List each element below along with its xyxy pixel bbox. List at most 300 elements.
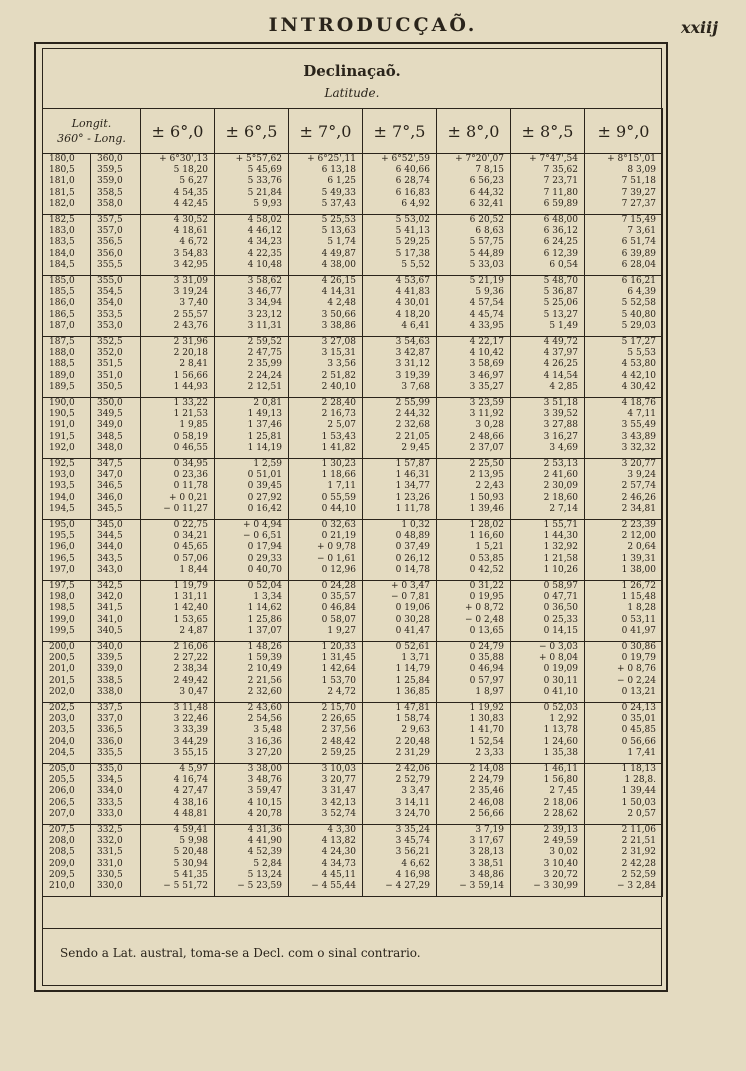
- table-value: 184,0: [49, 248, 75, 259]
- table-value: 2 20,48: [395, 736, 431, 747]
- table-value: 2 42,06: [395, 764, 431, 774]
- declination-cell: [215, 215, 289, 276]
- table-value: 6 12,39: [543, 248, 579, 259]
- table-value: 2 39,13: [543, 825, 579, 835]
- table-value: 0 27,92: [247, 492, 283, 503]
- table-value: 4 2,85: [549, 381, 579, 392]
- table-value: 188,0: [49, 348, 75, 359]
- table-value: 3 28,13: [469, 847, 505, 858]
- table-value: 3 0,47: [179, 686, 209, 697]
- table-value: 4 2,48: [327, 298, 357, 309]
- table-value: 350,5: [97, 381, 123, 392]
- table-value: 1 31,45: [321, 653, 357, 664]
- table-value: 2 35,99: [247, 359, 283, 370]
- table-value: 3 42,95: [173, 259, 209, 270]
- table-value: 202,0: [49, 686, 75, 697]
- col-header: ± 7°,0: [289, 109, 363, 154]
- table-value: 3 19,39: [395, 370, 431, 381]
- table-value: 1 50,03: [621, 797, 657, 808]
- table-value: 2 41,60: [543, 470, 579, 481]
- table-value: 4 30,01: [395, 298, 431, 309]
- table-value: 4 41,83: [395, 287, 431, 298]
- table-value: 0 58,07: [321, 614, 357, 625]
- table-value: 194,5: [49, 503, 75, 514]
- table-value: 332,0: [97, 836, 123, 847]
- table-value: 0 25,33: [543, 614, 579, 625]
- table-value: 4 42,10: [621, 370, 657, 381]
- table-value: 1 48,26: [247, 642, 283, 652]
- table-value: 0 24,28: [321, 581, 357, 591]
- table-value: 201,0: [49, 664, 75, 675]
- table-value: 359,0: [97, 176, 123, 187]
- long-360-cell: [91, 764, 141, 825]
- table-value: 3 20,77: [321, 775, 357, 786]
- declination-cell: [289, 276, 363, 337]
- table-value: 1 14,62: [247, 603, 283, 614]
- table-value: 1 25,81: [247, 431, 283, 442]
- table-value: 1 5,21: [475, 542, 505, 553]
- table-value: 1 59,39: [247, 653, 283, 664]
- table-value: 4 45,74: [469, 309, 505, 320]
- table-value: 3 19,24: [173, 287, 209, 298]
- table-value: 336,5: [97, 725, 123, 736]
- table-value: 1 7,11: [327, 481, 357, 492]
- table-value: 353,0: [97, 320, 123, 331]
- table-value: 5 48,70: [543, 276, 579, 286]
- table-value: 3 11,48: [173, 703, 209, 713]
- table-value: 3 10,03: [321, 764, 357, 774]
- table-value: 180,5: [49, 165, 75, 176]
- table-value: + 6°30',13: [159, 154, 209, 164]
- table-value: 5 52,58: [621, 298, 657, 309]
- table-value: 3 55,49: [621, 420, 657, 431]
- table-value: 6 24,25: [543, 237, 579, 248]
- table-value: 1 13,78: [543, 725, 579, 736]
- table-value: 351,5: [97, 359, 123, 370]
- table-value: 204,0: [49, 736, 75, 747]
- table-value: 0 12,96: [321, 564, 357, 575]
- table-value: 203,0: [49, 714, 75, 725]
- table-row: [43, 581, 663, 642]
- table-value: 1 14,19: [247, 442, 283, 453]
- running-title: INTRODUCÇAÕ.: [268, 14, 478, 36]
- table-value: 2 38,34: [173, 664, 209, 675]
- table-value: 1 35,38: [543, 747, 579, 758]
- table-value: 6 13,18: [321, 165, 357, 176]
- table-value: 0 52,61: [395, 642, 431, 652]
- long-360-cell: [91, 642, 141, 703]
- table-value: 2 51,82: [321, 370, 357, 381]
- table-value: 4 34,73: [321, 858, 357, 869]
- table-value: 335,0: [97, 764, 123, 774]
- table-value: 352,0: [97, 348, 123, 359]
- declination-cell: [215, 520, 289, 581]
- table-value: + 0 8,76: [616, 664, 657, 675]
- table-row: [43, 825, 663, 897]
- long-360-cell: [91, 703, 141, 764]
- long-360-cell: [91, 276, 141, 337]
- table-value: 330,0: [97, 880, 123, 891]
- table-value: 3 42,87: [395, 348, 431, 359]
- declination-cell: [437, 764, 511, 825]
- table-value: 196,0: [49, 542, 75, 553]
- table-value: 7 35,62: [543, 165, 579, 176]
- table-value: 4 7,11: [627, 409, 657, 420]
- table-value: 3 55,15: [173, 747, 209, 758]
- table-value: 4 22,17: [469, 337, 505, 347]
- table-value: 5 18,20: [173, 165, 209, 176]
- table-value: 182,5: [49, 215, 75, 225]
- table-value: 5 33,03: [469, 259, 505, 270]
- table-value: 1 0,32: [401, 520, 431, 530]
- table-value: 187,0: [49, 320, 75, 331]
- table-value: 3 44,29: [173, 736, 209, 747]
- table-value: 2 52,59: [621, 869, 657, 880]
- declination-cell: [585, 703, 663, 764]
- table-value: − 5 51,72: [163, 880, 209, 891]
- table-value: − 0 1,61: [316, 553, 357, 564]
- declination-cell: [511, 215, 585, 276]
- table-value: 0 14,78: [395, 564, 431, 575]
- table-value: − 0 7,81: [390, 592, 431, 603]
- table-value: 3 27,08: [321, 337, 357, 347]
- table-value: 2 28,62: [543, 808, 579, 819]
- table-value: 193,5: [49, 481, 75, 492]
- table-value: 1 8,44: [179, 564, 209, 575]
- table-value: 1 7,41: [627, 747, 657, 758]
- declination-cell: [363, 398, 437, 459]
- table-value: 0 51,01: [247, 470, 283, 481]
- declination-cell: [289, 520, 363, 581]
- table-value: 0 48,89: [395, 531, 431, 542]
- table-value: 3 48,86: [469, 869, 505, 880]
- table-value: 355,0: [97, 276, 123, 286]
- table-value: 6 16,21: [621, 276, 657, 286]
- table-value: 1 10,26: [543, 564, 579, 575]
- table-value: 359,5: [97, 165, 123, 176]
- table-value: 0 41,97: [621, 625, 657, 636]
- table-value: 6 20,52: [469, 215, 505, 225]
- declination-cell: [511, 398, 585, 459]
- table-value: − 3 2,84: [616, 880, 657, 891]
- table-value: 3 31,12: [395, 359, 431, 370]
- table-value: 6 8,63: [475, 226, 505, 237]
- long-360-cell: [91, 581, 141, 642]
- table-value: 6 28,74: [395, 176, 431, 187]
- table-value: 0 40,70: [247, 564, 283, 575]
- table-value: 3 16,36: [247, 736, 283, 747]
- table-value: 4 58,02: [247, 215, 283, 225]
- table-value: 338,0: [97, 686, 123, 697]
- table-value: 1 30,23: [321, 459, 357, 469]
- table-value: 2 4,72: [327, 686, 357, 697]
- table-value: 344,0: [97, 542, 123, 553]
- table-value: 2 11,06: [621, 825, 657, 835]
- table-value: 1 46,11: [543, 764, 579, 774]
- table-value: 3 43,89: [621, 431, 657, 442]
- table-value: 2 13,95: [469, 470, 505, 481]
- table-value: 3 38,51: [469, 858, 505, 869]
- table-value: 7 51,18: [621, 176, 657, 187]
- table-value: 332,5: [97, 825, 123, 835]
- table-value: 3 3,56: [327, 359, 357, 370]
- table-value: 197,5: [49, 581, 75, 591]
- table-value: 209,0: [49, 858, 75, 869]
- table-value: 4 59,41: [173, 825, 209, 835]
- table-value: 5 6,27: [179, 176, 209, 187]
- table-value: 1 56,66: [173, 370, 209, 381]
- table-value: 1 53,70: [321, 675, 357, 686]
- table-value: 1 57,87: [395, 459, 431, 469]
- table-row: [43, 703, 663, 764]
- table-value: 4 45,11: [321, 869, 357, 880]
- table-value: + 0 4,94: [242, 520, 283, 530]
- table-value: 2 32,68: [395, 420, 431, 431]
- table-value: 0 31,22: [469, 581, 505, 591]
- table-value: 197,0: [49, 564, 75, 575]
- table-value: 0 45,65: [173, 542, 209, 553]
- table-value: 3 33,39: [173, 725, 209, 736]
- table-value: 356,5: [97, 237, 123, 248]
- table-value: 3 24,70: [395, 808, 431, 819]
- table-value: − 0 2,24: [616, 675, 657, 686]
- table-value: 1 36,85: [395, 686, 431, 697]
- table-value: 3 38,00: [247, 764, 283, 774]
- table-value: 333,0: [97, 808, 123, 819]
- table-value: 357,5: [97, 215, 123, 225]
- table-value: 6 44,32: [469, 187, 505, 198]
- table-value: 3 46,97: [469, 370, 505, 381]
- table-value: 1 41,82: [321, 442, 357, 453]
- table-value: 4 16,98: [395, 869, 431, 880]
- declination-cell: [215, 398, 289, 459]
- declination-table: [42, 108, 663, 897]
- table-value: 346,0: [97, 492, 123, 503]
- table-value: 4 20,78: [247, 808, 283, 819]
- table-value: 2 59,25: [321, 747, 357, 758]
- longitude-cell: [43, 581, 91, 642]
- declination-cell: [215, 276, 289, 337]
- longitude-label: Longit.: [71, 117, 112, 130]
- table-value: 0 21,19: [321, 531, 357, 542]
- table-value: 0 19,79: [621, 653, 657, 664]
- table-value: 358,0: [97, 198, 123, 209]
- table-value: 2 49,59: [543, 836, 579, 847]
- table-value: 4 14,31: [321, 287, 357, 298]
- table-row: [43, 215, 663, 276]
- table-value: 2 0,57: [627, 808, 657, 819]
- declination-cell: [437, 398, 511, 459]
- table-value: 333,5: [97, 797, 123, 808]
- table-value: 4 38,00: [321, 259, 357, 270]
- table-value: 0 55,59: [321, 492, 357, 503]
- table-value: 1 18,13: [621, 764, 657, 774]
- table-value: 6 59,89: [543, 198, 579, 209]
- table-value: 0 24,13: [621, 703, 657, 713]
- table-value: 2 47,75: [247, 348, 283, 359]
- table-value: 2 16,73: [321, 409, 357, 420]
- table-value: 3 4,69: [549, 442, 579, 453]
- table-value: 341,5: [97, 603, 123, 614]
- table-value: 195,0: [49, 520, 75, 530]
- table-value: 2 37,56: [321, 725, 357, 736]
- table-value: 3 54,63: [395, 337, 431, 347]
- table-row: [43, 459, 663, 520]
- table-value: 3 27,88: [543, 420, 579, 431]
- table-value: 356,0: [97, 248, 123, 259]
- table-row: [43, 337, 663, 398]
- table-value: 1 33,22: [173, 398, 209, 408]
- table-value: 3 23,12: [247, 309, 283, 320]
- table-value: 2 49,42: [173, 675, 209, 686]
- declination-cell: [437, 215, 511, 276]
- table-value: 4 5,97: [179, 764, 209, 774]
- table-value: 206,5: [49, 797, 75, 808]
- table-value: 0 45,85: [621, 725, 657, 736]
- table-value: 3 31,09: [173, 276, 209, 286]
- longitude-cell: [43, 459, 91, 520]
- declination-cell: [363, 276, 437, 337]
- table-value: 1 8,28: [627, 603, 657, 614]
- table-value: 2 28,40: [321, 398, 357, 408]
- table-value: 1 50,93: [469, 492, 505, 503]
- table-value: 0 19,09: [543, 664, 579, 675]
- declination-cell: [141, 459, 215, 520]
- table-value: 0 26,12: [395, 553, 431, 564]
- table-value: 2 55,99: [395, 398, 431, 408]
- longitude-cell: [43, 642, 91, 703]
- table-value: 208,5: [49, 847, 75, 858]
- table-value: 4 10,15: [247, 797, 283, 808]
- table-value: 0 42,52: [469, 564, 505, 575]
- table-value: 181,0: [49, 176, 75, 187]
- table-value: 7 39,27: [621, 187, 657, 198]
- declination-cell: [437, 337, 511, 398]
- table-value: − 5 23,59: [237, 880, 283, 891]
- table-value: 0 47,71: [543, 592, 579, 603]
- declination-cell: [215, 459, 289, 520]
- table-value: 1 19,79: [173, 581, 209, 591]
- declination-cell: [289, 642, 363, 703]
- table-value: 0 58,97: [543, 581, 579, 591]
- table-value: 180,0: [49, 154, 75, 164]
- table-value: 0 19,06: [395, 603, 431, 614]
- table-value: − 0 11,27: [163, 503, 209, 514]
- table-value: 3 50,66: [321, 309, 357, 320]
- table-value: 189,0: [49, 370, 75, 381]
- table-value: 351,0: [97, 370, 123, 381]
- table-value: 3 20,77: [621, 459, 657, 469]
- long-360-cell: [91, 520, 141, 581]
- long-360-cell: [91, 825, 141, 897]
- table-value: 5 5,53: [627, 348, 657, 359]
- table-value: 5 44,89: [469, 248, 505, 259]
- table-value: 182,0: [49, 198, 75, 209]
- declination-cell: [585, 154, 663, 215]
- table-value: 343,0: [97, 564, 123, 575]
- table-value: 6 1,25: [327, 176, 357, 187]
- table-value: 185,0: [49, 276, 75, 286]
- table-value: 3 16,27: [543, 431, 579, 442]
- table-value: + 6°25',11: [307, 154, 357, 164]
- table-value: 1 41,70: [469, 725, 505, 736]
- table-title: Declinaçaõ.: [303, 62, 401, 80]
- table-value: 200,0: [49, 642, 75, 652]
- declination-cell: [437, 703, 511, 764]
- table-value: 1 21,58: [543, 553, 579, 564]
- table-value: 2 21,51: [621, 836, 657, 847]
- table-value: 347,5: [97, 459, 123, 469]
- col-header: ± 6°,0: [141, 109, 215, 154]
- longitude-cell: [43, 703, 91, 764]
- table-value: 354,0: [97, 298, 123, 309]
- table-value: 6 40,66: [395, 165, 431, 176]
- table-value: 2 46,08: [469, 797, 505, 808]
- table-value: 2 18,60: [543, 492, 579, 503]
- table-value: 5 9,36: [475, 287, 505, 298]
- table-value: 2 18,06: [543, 797, 579, 808]
- table-value: 5 41,35: [173, 869, 209, 880]
- table-value: 2 0,81: [253, 398, 283, 408]
- table-value: 0 29,33: [247, 553, 283, 564]
- table-value: 0 14,15: [543, 625, 579, 636]
- table-value: 5 1,49: [549, 320, 579, 331]
- table-value: 1 39,44: [621, 786, 657, 797]
- declination-cell: [215, 703, 289, 764]
- table-value: 6 16,83: [395, 187, 431, 198]
- table-value: 1 16,60: [469, 531, 505, 542]
- table-value: 342,5: [97, 581, 123, 591]
- table-value: 7 27,37: [621, 198, 657, 209]
- table-value: 1 11,78: [395, 503, 431, 514]
- footnote: Sendo a Lat. austral, toma-se a Decl. com o sinal contrario.: [60, 946, 421, 960]
- declination-cell: [289, 459, 363, 520]
- table-value: 2 44,32: [395, 409, 431, 420]
- table-value: 1 30,83: [469, 714, 505, 725]
- table-value: 185,5: [49, 287, 75, 298]
- table-value: 4 49,87: [321, 248, 357, 259]
- table-value: 208,0: [49, 836, 75, 847]
- table-value: 0 11,78: [173, 481, 209, 492]
- table-value: + 0 0,21: [168, 492, 209, 503]
- table-value: 1 2,59: [253, 459, 283, 469]
- table-value: 5 45,69: [247, 165, 283, 176]
- table-value: 181,5: [49, 187, 75, 198]
- table-value: 5 49,33: [321, 187, 357, 198]
- table-value: 207,5: [49, 825, 75, 835]
- table-value: 2 24,24: [247, 370, 283, 381]
- table-value: 4 30,42: [621, 381, 657, 392]
- table-value: 2 10,49: [247, 664, 283, 675]
- table-value: + 7°47',54: [529, 154, 579, 164]
- col-header: ± 9°,0: [585, 109, 663, 154]
- table-value: 0 23,36: [173, 470, 209, 481]
- declination-cell: [437, 154, 511, 215]
- table-value: 198,5: [49, 603, 75, 614]
- table-row: [43, 398, 663, 459]
- declination-cell: [585, 398, 663, 459]
- longitude-cell: [43, 154, 91, 215]
- table-value: 4 31,36: [247, 825, 283, 835]
- table-value: 3 9,24: [627, 470, 657, 481]
- table-value: + 5°57,62: [235, 154, 283, 164]
- table-value: 3 31,47: [321, 786, 357, 797]
- table-row: [43, 276, 663, 337]
- declination-cell: [141, 642, 215, 703]
- table-value: 339,5: [97, 653, 123, 664]
- table-value: 8 3,09: [627, 165, 657, 176]
- table-value: 3 23,59: [469, 398, 505, 408]
